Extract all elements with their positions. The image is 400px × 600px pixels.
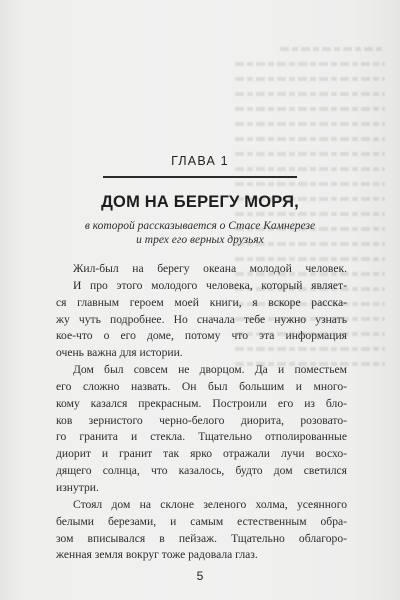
text-line: го гранита и стекла. Тщательно отполированные [56,430,347,444]
text-line: диорит и гранит так ярко отражали лучи восхо- [56,447,347,461]
text-line: жу чуть подробнее. Но сначала тебе нужно узнать [56,312,347,326]
chapter-label: ГЛАВА 1 [171,154,229,168]
text-line: кому казался прекрасным. Построили его из бло- [56,396,347,410]
text-line: изнутри. [56,480,99,494]
page-number: 5 [196,569,204,583]
chapter-title: ДОМ НА БЕРЕГУ МОРЯ, [101,193,299,211]
text-line: ков зернистого черно-белого диорита, розовато- [56,413,347,427]
chapter-subtitle-line: и трех его верных друзьях [136,233,264,246]
text-line: кое-что о его доме, потому что эта информация [56,329,347,343]
text-line: Дом был совсем не дворцом. Да и поместьем [73,363,347,377]
chapter-divider-rule [103,176,297,178]
text-line: очень важна для истории. [56,346,183,360]
text-line: И про этого молодого человека, который являет- [73,278,347,292]
chapter-subtitle [0,220,400,247]
text-line: Стоял дом на склоне зеленого холма, усеянного [73,497,347,511]
text-line: женная земля вокруг тоже радовала глаз. [56,548,258,562]
text-line: зом вписывался в пейзаж. Тщательно облагоро- [56,531,347,545]
body-text [56,261,347,564]
text-line: Жил-был на берегу океана молодой человек. [73,262,347,275]
text-line: его сложно назвать. Он был большим и много- [56,379,347,393]
text-line: ся главным героем моей книги, я вскоре расска- [56,295,347,309]
text-line: дящего солнца, что казалось, будто дом светился [56,464,347,478]
text-line: белыми березами, и самым естественным обра- [56,514,347,528]
chapter-subtitle-line: в которой рассказывается о Стасе Камнерезе [84,220,316,232]
